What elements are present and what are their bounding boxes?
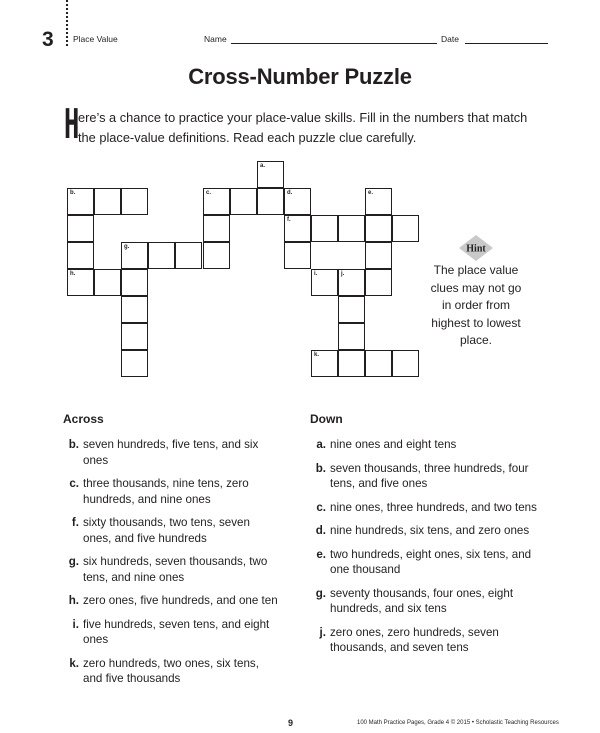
across-clue bbox=[63, 515, 278, 546]
clue-text: seventy thousands, four ones, eight hundreds, and six tens bbox=[330, 586, 514, 615]
clue-letter: e. bbox=[316, 547, 326, 561]
clue-letter: i. bbox=[72, 617, 79, 631]
page-number: 9 bbox=[288, 718, 294, 728]
page-title: Cross-Number Puzzle bbox=[188, 64, 412, 89]
puzzle-cell[interactable] bbox=[338, 296, 365, 323]
down-clue bbox=[310, 461, 540, 492]
name-label: Name bbox=[204, 34, 227, 44]
puzzle-cell[interactable] bbox=[121, 269, 148, 296]
down-clues bbox=[310, 412, 540, 664]
clue-number-j: j. bbox=[341, 271, 345, 277]
puzzle-cell[interactable] bbox=[392, 350, 419, 377]
puzzle-cell[interactable] bbox=[338, 350, 365, 377]
puzzle-cell[interactable] bbox=[94, 269, 121, 296]
clue-letter: g. bbox=[68, 555, 79, 568]
name-field[interactable] bbox=[231, 43, 437, 44]
clue-text: zero ones, zero hundreds, seven thousands, and seven tens bbox=[330, 625, 499, 654]
puzzle-cell[interactable] bbox=[121, 350, 148, 377]
puzzle-cell[interactable] bbox=[94, 188, 121, 215]
puzzle-cell[interactable] bbox=[67, 188, 94, 215]
puzzle-cell[interactable] bbox=[203, 188, 230, 215]
puzzle-cell[interactable] bbox=[121, 296, 148, 323]
clue-text: sixty thousands, two tens, seven ones, and five hundreds bbox=[83, 516, 250, 545]
puzzle-cell[interactable] bbox=[67, 242, 94, 269]
across-clue bbox=[63, 476, 278, 507]
clue-letter: c. bbox=[69, 477, 79, 490]
puzzle-cell[interactable] bbox=[284, 188, 311, 215]
clue-text: five hundreds, seven tens, and eight ones bbox=[83, 617, 270, 646]
puzzle-cell[interactable] bbox=[392, 215, 419, 242]
puzzle-cell[interactable] bbox=[230, 188, 257, 215]
intro-drop-cap: H bbox=[64, 100, 80, 148]
header-dotted-rule bbox=[66, 0, 68, 46]
down-clue bbox=[310, 625, 540, 656]
clue-number-g: g. bbox=[124, 244, 130, 250]
clue-text: zero ones, five hundreds, and one ten bbox=[83, 594, 278, 607]
across-clue bbox=[63, 617, 278, 648]
hint-badge bbox=[458, 234, 494, 262]
date-field[interactable] bbox=[465, 43, 548, 44]
puzzle-cell[interactable] bbox=[121, 242, 148, 269]
clue-text: seven thousands, three hundreds, four tens, and five ones bbox=[330, 461, 529, 490]
clue-number-f: f. bbox=[287, 217, 291, 223]
across-clue bbox=[63, 554, 278, 585]
clue-number-i: i. bbox=[314, 271, 318, 277]
clue-letter: f. bbox=[71, 516, 79, 529]
puzzle-cell[interactable] bbox=[121, 188, 148, 215]
clue-letter: b. bbox=[68, 438, 79, 451]
down-clue bbox=[310, 500, 540, 516]
down-heading: Down bbox=[310, 412, 343, 426]
hint-text: The place value clues may not go in order from highest to lowest place. bbox=[430, 263, 522, 347]
clue-number-a: a. bbox=[260, 163, 266, 169]
puzzle-cell[interactable] bbox=[365, 242, 392, 269]
puzzle-cell[interactable] bbox=[311, 269, 338, 296]
puzzle-cell[interactable] bbox=[284, 215, 311, 242]
puzzle-cell[interactable] bbox=[121, 323, 148, 350]
puzzle-cell[interactable] bbox=[311, 215, 338, 242]
puzzle-cell[interactable] bbox=[338, 269, 365, 296]
clue-letter: g. bbox=[315, 586, 326, 600]
clue-letter: j. bbox=[319, 625, 326, 639]
across-clue bbox=[63, 656, 278, 687]
puzzle-cell[interactable] bbox=[257, 188, 284, 215]
clue-number-k: k. bbox=[314, 352, 320, 358]
clue-text: seven hundreds, five tens, and six ones bbox=[83, 438, 259, 467]
clue-number-h: h. bbox=[70, 271, 76, 277]
puzzle-cell[interactable] bbox=[365, 215, 392, 242]
clue-number-c: c. bbox=[206, 190, 212, 196]
puzzle-cell[interactable] bbox=[365, 350, 392, 377]
puzzle-cell[interactable] bbox=[203, 242, 230, 269]
clue-number-b: b. bbox=[70, 190, 76, 196]
clue-text: six hundreds, seven thousands, two tens, and nine ones bbox=[83, 555, 268, 584]
clue-letter: a. bbox=[316, 438, 326, 451]
puzzle-cell[interactable] bbox=[365, 188, 392, 215]
across-clue bbox=[63, 593, 278, 609]
clue-text: nine ones, three hundreds, and two tens bbox=[330, 500, 537, 514]
clue-letter: k. bbox=[69, 656, 79, 670]
clue-number-d: d. bbox=[287, 190, 293, 196]
puzzle-cell[interactable] bbox=[203, 215, 230, 242]
across-heading: Across bbox=[63, 412, 104, 426]
clue-text: nine hundreds, six tens, and zero ones bbox=[330, 524, 530, 537]
clue-text: two hundreds, eight ones, six tens, and one thousand bbox=[330, 547, 532, 576]
puzzle-cell[interactable] bbox=[67, 269, 94, 296]
down-clue bbox=[310, 437, 540, 453]
across-clue bbox=[63, 437, 278, 468]
puzzle-cell[interactable] bbox=[365, 269, 392, 296]
clue-letter: d. bbox=[315, 524, 326, 537]
puzzle-cell[interactable] bbox=[67, 215, 94, 242]
puzzle-cell[interactable] bbox=[338, 215, 365, 242]
clue-text: nine ones and eight tens bbox=[330, 438, 457, 451]
puzzle-cell[interactable] bbox=[148, 242, 175, 269]
puzzle-cell[interactable] bbox=[257, 161, 284, 188]
puzzle-cell[interactable] bbox=[175, 242, 202, 269]
puzzle-cell[interactable] bbox=[311, 350, 338, 377]
clue-text: zero hundreds, two ones, six tens, and five thousands bbox=[83, 656, 259, 685]
footer-credit: 100 Math Practice Pages, Grade 4 © 2015 • Scholastic Teaching Resources bbox=[357, 720, 559, 726]
unit-number: 3 bbox=[42, 28, 54, 51]
intro-text: ere’s a chance to practice your place-value skills. Fill in the numbers that match the place-value definitions. Read each puzzle clue carefully. bbox=[78, 110, 528, 145]
down-clue bbox=[310, 547, 540, 578]
puzzle-cell[interactable] bbox=[338, 323, 365, 350]
clue-text: three thousands, nine tens, zero hundreds, and nine ones bbox=[83, 477, 249, 506]
unit-name: Place Value bbox=[73, 34, 118, 44]
down-clue bbox=[310, 586, 540, 617]
puzzle-cell[interactable] bbox=[284, 242, 311, 269]
hint-badge-label: Hint bbox=[466, 243, 486, 255]
date-label: Date bbox=[441, 34, 459, 44]
down-clue bbox=[310, 523, 540, 539]
clue-letter: c. bbox=[316, 500, 326, 514]
across-clues bbox=[63, 412, 278, 695]
clue-number-e: e. bbox=[368, 190, 374, 196]
clue-letter: h. bbox=[68, 594, 79, 607]
clue-letter: b. bbox=[315, 461, 326, 475]
